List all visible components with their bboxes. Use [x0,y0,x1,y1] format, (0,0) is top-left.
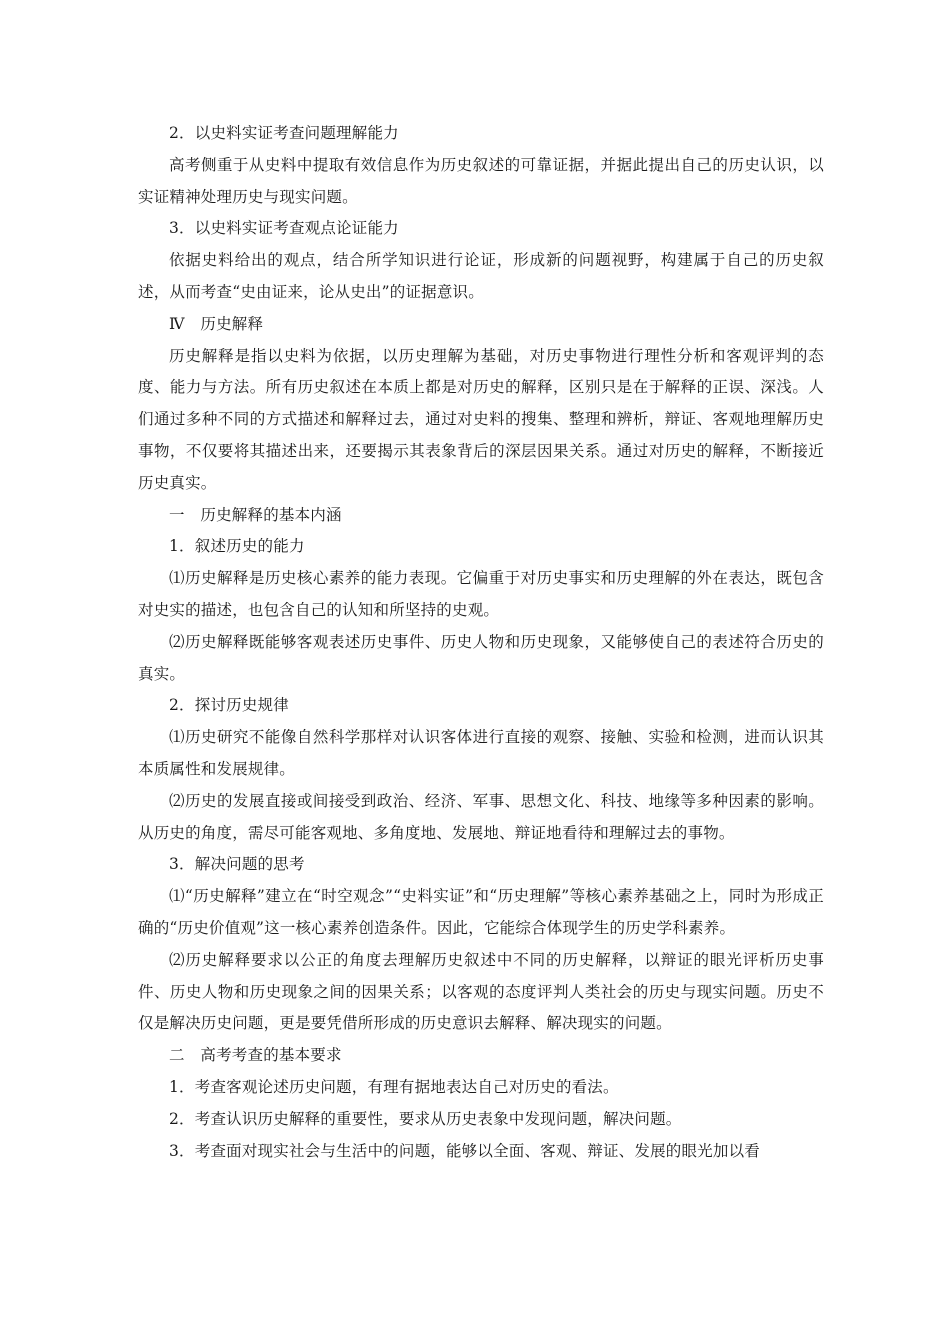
list-item: 1．考查客观论述历史问题，有理有据地表达自己对历史的看法。 [169,1077,619,1096]
section-heading: 二 高考考查的基本要求 [169,1046,342,1065]
subsection-heading: 2．探讨历史规律 [169,696,289,715]
body-paragraph: 历史解释是指以史料为依据，以历史理解为基础，对历史事物进行理性分析和客观评判的态度、能力与方法。所有历史叙述在本质上都是对历史的解释，区别只是在于解释的正误、深浅。人们通过多种不同的方式描述和解释过去，通过对史料的搜集、整理和辨析，辩证、客观地理解历史事物，不仅要将其描述出来，还要揭示其表象背后的深层因果关系。通过对历史的解释，不断接近历史真实。 [138,346,824,492]
document-body [138,118,824,1167]
subsection-heading: 3．解决问题的思考 [169,855,305,874]
section-heading: 一 历史解释的基本内涵 [169,505,342,524]
body-paragraph: ⑵历史解释既能够客观表述历史事件、历史人物和历史现象，又能够使自己的表述符合历史的真实。 [138,632,824,683]
list-item: 3．考查面对现实社会与生活中的问题，能够以全面、客观、辩证、发展的眼光加以看 [169,1141,760,1160]
body-paragraph: ⑵历史的发展直接或间接受到政治、经济、军事、思想文化、科技、地缘等多种因素的影响。从历史的角度，需尽可能客观地、多角度地、发展地、辩证地看待和理解过去的事物。 [138,791,824,842]
list-item: 2．考查认识历史解释的重要性，要求从历史表象中发现问题，解决问题。 [169,1109,682,1128]
body-paragraph: ⑵历史解释要求以公正的角度去理解历史叙述中不同的历史解释，以辩证的眼光评析历史事件、历史人物和历史现象之间的因果关系；以客观的态度评判人类社会的历史与现实问题。历史不仅是解决历史问题，更是要凭借所形成的历史意识去解释、解决现实的问题。 [138,950,824,1033]
body-paragraph: ⑴“历史解释”建立在“时空观念”“史料实证”和“历史理解”等核心素养基础之上，同时为形成正确的“历史价值观”这一核心素养创造条件。因此，它能综合体现学生的历史学科素养。 [138,887,824,937]
body-paragraph: 高考侧重于从史料中提取有效信息作为历史叙述的可靠证据，并据此提出自己的历史认识，以实证精神处理历史与现实问题。 [138,155,824,206]
section-heading: Ⅳ 历史解释 [169,314,264,333]
body-paragraph: 依据史料给出的观点，结合所学知识进行论证，形成新的问题视野，构建属于自己的历史叙述，从而考查“史由证来，论从史出”的证据意识。 [138,251,824,301]
body-paragraph: ⑴历史研究不能像自然科学那样对认识客体进行直接的观察、接触、实验和检测，进而认识其本质属性和发展规律。 [138,728,824,778]
subsection-heading: 2．以史料实证考查问题理解能力 [169,124,399,142]
subsection-heading: 1．叙述历史的能力 [169,537,305,556]
body-paragraph: ⑴历史解释是历史核心素养的能力表现。它偏重于对历史事实和历史理解的外在表达，既包含对史实的描述，也包含自己的认知和所坚持的史观。 [138,569,824,619]
subsection-heading: 3．以史料实证考查观点论证能力 [169,219,399,238]
